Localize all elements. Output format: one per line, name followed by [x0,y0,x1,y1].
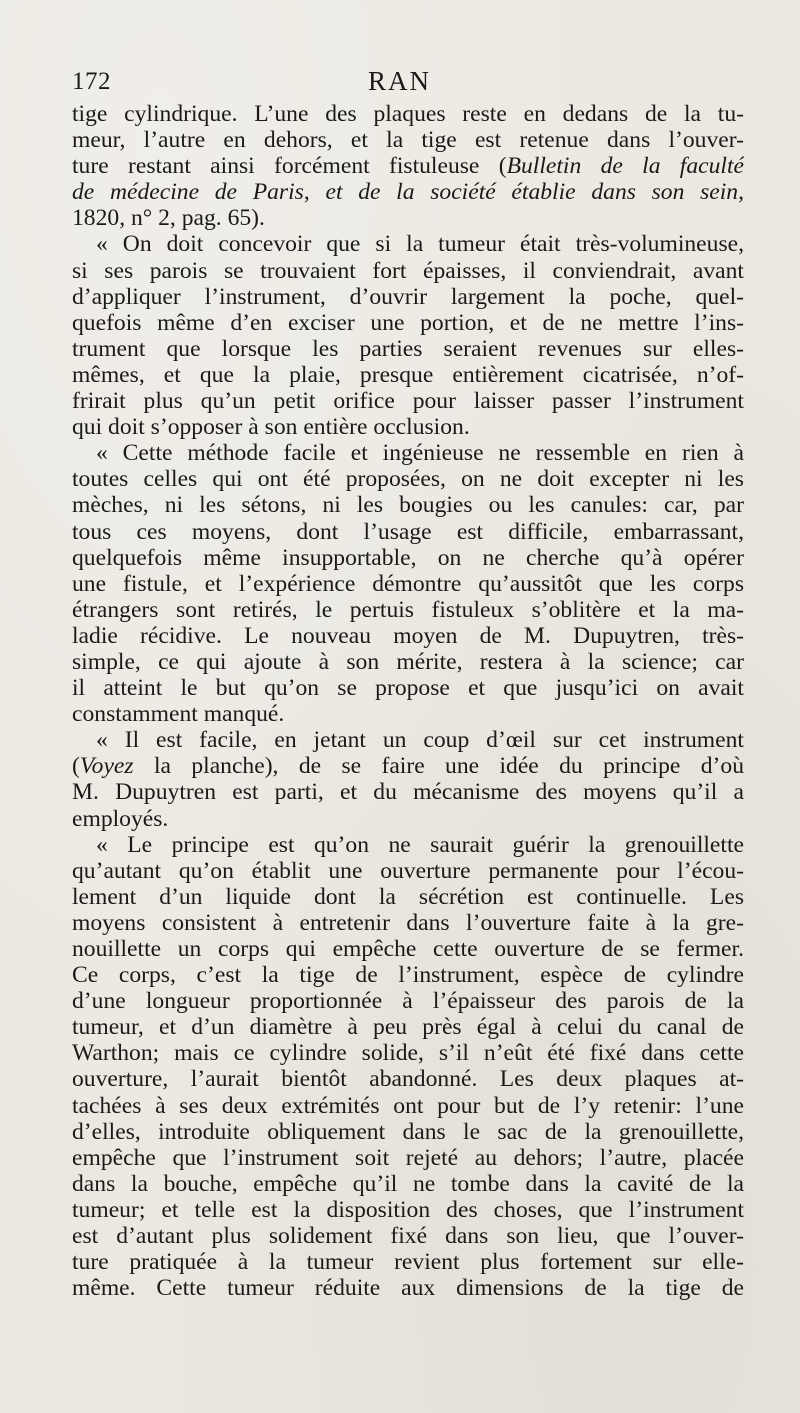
page-number: 172 [72,68,111,95]
text-line: toutes celles qui ont été proposées, on ne doit excepter ni les [72,466,744,493]
text-line: tige cylindrique. L’une des plaques reste en dedans de la tu- [72,101,744,127]
text-line: de médecine de Paris, et de la société établie dans son sein, [72,179,744,206]
text-line: (Voyez la planche), de se faire une idée du principe d’où [72,753,744,780]
text-line: « On doit concevoir que si la tumeur était très-volumineuse, [96,231,744,258]
cross-reference: Voyez [79,753,134,780]
running-head: RAN [368,66,432,96]
citation-title: et de la société établie dans son sein [325,179,739,206]
text-line: « Le principe est qu’on ne saurait guérir la grenouillette [96,831,744,858]
text-line: employés. [72,805,169,832]
text-line: est d’autant plus solidement fixé dans son lieu, que l’ouver- [72,1223,744,1250]
text-line: tumeur; et telle est la disposition des choses, que l’instrument [72,1196,744,1223]
text-line: lement d’un liquide dont la sécrétion est continuelle. Les [72,883,744,910]
text-line: ladie récidive. Le nouveau moyen de M. Dupuytren, très- [72,622,744,649]
text-line: trument que lorsque les parties seraient revenues sur elles- [72,335,744,362]
text-line: qu’autant qu’on établit une ouverture permanente pour l’écou- [72,857,744,884]
text-line: ouverture, l’aurait bientôt abandonné. Les deux plaques at- [72,1066,744,1093]
text-line: dans la bouche, empêche qu’il ne tombe dans la cavité de la [72,1170,744,1197]
text-line: frirait plus qu’un petit orifice pour laisser passer l’instrument [72,388,744,415]
citation-title: Bulletin de la faculté [506,153,744,180]
text-line: tous ces moyens, dont l’usage est difficile, embarrassant, [72,518,744,545]
text-line: moyens consistent à entretenir dans l’ouverture faite à la gre- [72,909,744,936]
text-line: M. Dupuytren est parti, et du mécanisme des moyens qu’il a [72,779,744,806]
text-line: si ses parois se trouvaient fort épaisses, il conviendrait, avant [72,257,744,284]
text-line: mèches, ni les sétons, ni les bougies ou les canules: car, par [72,492,744,519]
text-line: ture pratiquée à la tumeur revient plus fortement sur elle- [72,1249,744,1276]
text-line: mêmes, et que la plaie, presque entièrement cicatrisée, n’of- [72,361,744,388]
text-line: quefois même d’en exciser une portion, et de ne mettre l’ins- [72,309,744,336]
text-line: d’elles, introduite obliquement dans le sac de la grenouillette, [72,1118,744,1145]
text-line: même. Cette tumeur réduite aux dimensions de la tige de [72,1275,744,1302]
text-line: une fistule, et l’expérience démontre qu’aussitôt que les corps [72,570,744,597]
text-line: nouillette un corps qui empêche cette ouverture de se fermer. [72,936,744,962]
text-line: « Il est facile, en jetant un coup d’œil sur cet instrument [96,727,744,754]
text-line: constamment manqué. [72,701,285,728]
text-line: Ce corps, c’est la tige de l’instrument, espèce de cylindre [72,962,744,989]
text-line: simple, ce qui ajoute à son mérite, restera à la science; car [72,648,744,675]
text-line: meur, l’autre en dehors, et la tige est retenue dans l’ouver- [72,127,744,154]
text-line: étrangers sont retirés, le pertuis fistuleux s’oblitère et la ma- [72,596,744,623]
text-line: « Cette méthode facile et ingénieuse ne ressemble en rien à [96,440,744,467]
text-line: tumeur, et d’un diamètre à peu près égal à celui du canal de [72,1014,744,1041]
body-text [72,101,744,1301]
text-line: 1820, n° 2, pag. 65). [72,205,265,232]
text-line: Warthon; mais ce cylindre solide, s’il n’eût été fixé dans cette [72,1040,744,1067]
text-line: d’une longueur proportionnée à l’épaisseur des parois de la [72,988,744,1015]
text-line: quelquefois même insupportable, on ne cherche qu’à opérer [72,544,744,571]
text-line: empêche que l’instrument soit rejeté au dehors; l’autre, placée [72,1144,744,1171]
page-header [72,66,744,102]
text-line: qui doit s’opposer à son entière occlusion. [72,414,470,441]
text-line: il atteint le but qu’on se propose et que jusqu’ici on avait [72,675,744,702]
text-line: ture restant ainsi forcément fistuleuse (Bulletin de la faculté [72,153,744,180]
text-line: d’appliquer l’instrument, d’ouvrir largement la poche, quel- [72,283,744,310]
text-line: tachées à ses deux extrémités ont pour but de l’y retenir: l’une [72,1092,744,1119]
